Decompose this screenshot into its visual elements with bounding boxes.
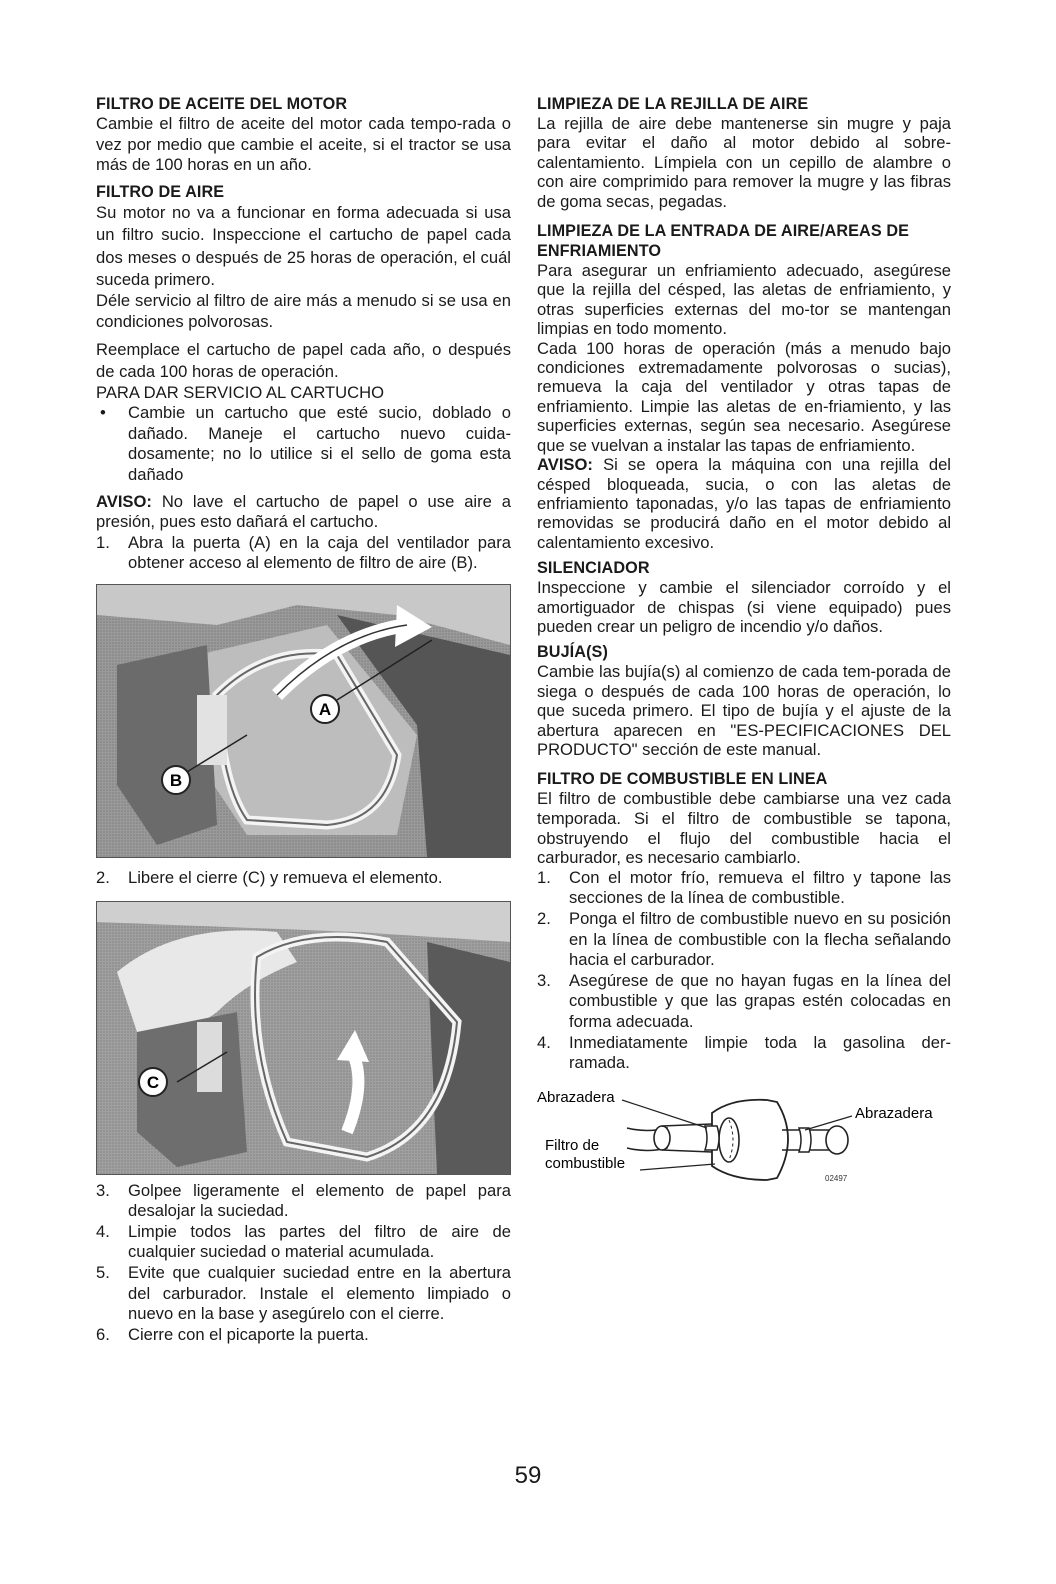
step-item — [537, 909, 951, 971]
paragraph-air-filter-2: Déle servicio al filtro de aire más a menudo si se usa en condiciones polvorosas. — [96, 291, 511, 331]
paragraph-air-filter-1: Su motor no va a funcionar en forma adecuada si usa un filtro sucio. Inspeccione el cartucho de papel cada dos meses o después de 25 horas de operación, el cuál suceda primero. — [96, 202, 511, 289]
callout-b-label: B — [169, 770, 183, 790]
step-text: Golpee ligeramente el elemento de papel para desalojar la suciedad. — [128, 1180, 511, 1221]
step-number: 4. — [96, 1221, 110, 1241]
fuel-step-list — [537, 868, 951, 1074]
figure-fuel-filter-illustration — [537, 1088, 951, 1198]
step-text: Ponga el filtro de combustible nuevo en su posición en la línea de combustible con la flecha señalando hacia el carburador. — [569, 908, 951, 970]
step-item — [96, 1181, 511, 1222]
step-item — [96, 1222, 511, 1263]
figure-air-filter-door-illustration — [97, 585, 510, 857]
step-number: 5. — [96, 1262, 110, 1282]
step-list — [96, 1181, 511, 1346]
step-text: Con el motor frío, remueva el filtro y tapone las secciones de la línea de combustible. — [569, 867, 951, 908]
paragraph-spark-plug: Cambie las bujía(s) al comienzo de cada tem-porada de siega o después de cada 100 horas de operación, lo que suceda primero. El tipo de bujía y el ajuste de la abertura aparecen en "ES-PECIFICACIONES DEL PRODUCTO" sección de este manual. — [537, 662, 951, 759]
paragraph-grille: La rejilla de aire debe mantenerse sin mugre y paja para evitar el daño al motor debido al sobre-calentamiento. Límpiela con un cepillo de alambre o con aire comprimido para remover la mugre y las fibras de goma secas, pegadas. — [537, 114, 951, 211]
label-clamp-right: Abrazadera — [855, 1104, 933, 1122]
fuel-fig-code: 02497 — [825, 1173, 848, 1183]
step-item — [537, 868, 951, 909]
step-number: 6. — [96, 1324, 110, 1344]
paragraph-intake-2: Cada 100 horas de operación (más a menudo bajo condiciones extremadamente polvorosas o sucias), remueva la caja del ventilador y otras tapas de enfriamiento. Limpie las aletas de en-friamiento, y las superficies externas, según sea necesario. Asegúrese que se vuelvan a instalar las tapas de enfriamiento. — [537, 338, 951, 455]
notice-paragraph — [96, 492, 511, 533]
bullet-icon: • — [100, 403, 106, 423]
notice-text-right: Si se opera la máquina con una rejilla del césped bloqueada, sucia, o con las aletas de enfriamiento taponadas, y/o las tapas de enfriamiento removidas se producirá daño en el motor debido al calentamiento excesivo. — [537, 455, 951, 552]
step-item — [96, 1263, 511, 1325]
label-fuel-filter-line1: Filtro de — [545, 1136, 600, 1154]
step-text: Limpie todos las partes del filtro de aire de cualquier suciedad o material acumulada. — [128, 1221, 511, 1262]
step-text: Asegúrese de que no hayan fugas en la línea del combustible y que las grapas estén colocadas en forma adecuada. — [569, 970, 951, 1031]
heading-intake: LIMPIEZA DE LA ENTRADA DE AIRE/AREAS DE ENFRIAMIENTO — [537, 222, 910, 261]
step-number: 1. — [96, 532, 110, 552]
notice-paragraph-right — [537, 455, 951, 552]
step-number: 3. — [537, 970, 551, 990]
heading-fuel-filter: FILTRO DE COMBUSTIBLE EN LINEA — [537, 770, 828, 789]
page-number: 59 — [514, 1462, 542, 1489]
heading-service-cartridge: PARA DAR SERVICIO AL CARTUCHO — [96, 382, 385, 402]
left-column — [96, 94, 511, 1345]
figure-remove-element-illustration — [97, 902, 510, 1174]
callout-a-label: A — [318, 699, 332, 719]
figure-fuel-filter — [537, 1088, 951, 1198]
figure-remove-element — [96, 901, 511, 1175]
heading-spark-plug: BUJÍA(S) — [537, 643, 608, 662]
bullet-text: Cambie un cartucho que esté sucio, doblado o dañado. Maneje el cartucho nuevo cuida-dosamente; no lo utilice si el sello de goma esta dañado — [128, 403, 511, 484]
step-item — [537, 1033, 951, 1074]
step-number: 2. — [537, 908, 551, 928]
bullet-item — [96, 403, 511, 485]
paragraph-oil-filter: Cambie el filtro de aceite del motor cada tempo-rada o vez por medio que cambie el aceite, si el tractor se usa más de 100 horas en un año. — [96, 114, 511, 175]
paragraph-air-filter-3: Reemplace el cartucho de papel cada año, o después de cada 100 horas de operación. — [96, 339, 511, 381]
step-item — [96, 1325, 511, 1346]
step-number: 2. — [96, 867, 110, 887]
step-item — [96, 868, 511, 889]
paragraph-intake-1: Para asegurar un enfriamiento adecuado, asegúrese que la rejilla del césped, las aletas de enfriamiento, y otras superficies externas del mo-tor se mantengan limpias en todo momento. — [537, 261, 951, 339]
paragraph-muffler: Inspeccione y cambie el silenciador corroído y el amortiguador de chispas (si viene equipado) pues pueden crear un peligro de incendio y/o daños. — [537, 578, 951, 636]
heading-grille: LIMPIEZA DE LA REJILLA DE AIRE — [537, 95, 809, 113]
step-text: Evite que cualquier suciedad entre en la abertura del carburador. Instale el elemento limpiado o nuevo en la base y asegúrelo con el cierre. — [128, 1262, 511, 1324]
step-item — [537, 971, 951, 1033]
step-number: 3. — [96, 1180, 110, 1200]
step-text: Cierre con el picaporte la puerta. — [128, 1324, 369, 1344]
step-number: 4. — [537, 1032, 551, 1052]
paragraph-fuel-filter: El filtro de combustible debe cambiarse una vez cada temporada. Si el filtro de combustible se tapona, obstruyendo el flujo del combustible hacia el carburador, es necesario cambiarlo. — [537, 789, 951, 868]
heading-muffler: SILENCIADOR — [537, 559, 650, 578]
label-fuel-filter-line2: combustible — [545, 1154, 626, 1172]
notice-label-right: AVISO: — [537, 455, 593, 475]
step-item — [96, 533, 511, 574]
step-text: Inmediatamente limpie toda la gasolina der-ramada. — [569, 1032, 951, 1073]
label-clamp-left: Abrazadera — [537, 1088, 615, 1106]
notice-text: No lave el cartucho de papel o use aire a presión, pues esto dañará el cartucho. — [96, 491, 511, 532]
step-text: Libere el cierre (C) y remueva el elemento. — [128, 867, 443, 887]
step-text: Abra la puerta (A) en la caja del ventilador para obtener acceso al elemento de filtro de aire (B). — [128, 532, 511, 573]
step-number: 1. — [537, 867, 551, 887]
heading-air-filter: FILTRO DE AIRE — [96, 182, 225, 201]
callout-c-label: C — [146, 1072, 160, 1092]
right-column — [537, 94, 951, 1198]
figure-air-filter-door — [96, 584, 511, 858]
heading-oil-filter: FILTRO DE ACEITE DEL MOTOR — [96, 95, 348, 113]
notice-label: AVISO: — [96, 491, 152, 511]
